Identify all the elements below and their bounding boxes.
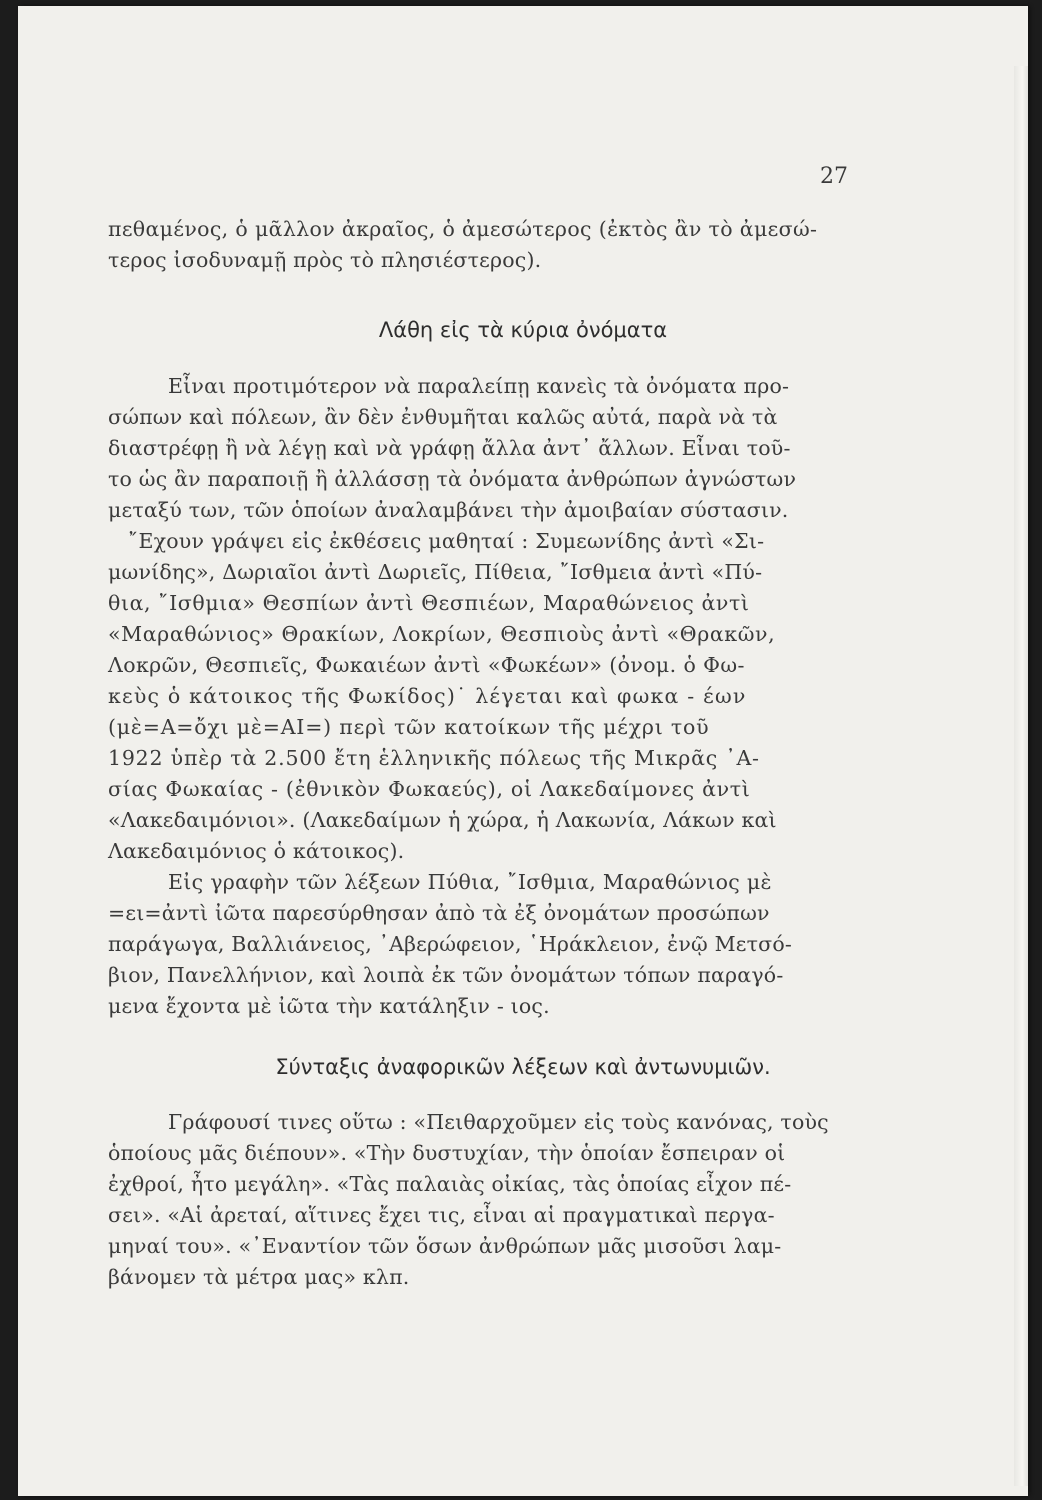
- text-line: μηναί του». «᾽Εναντίον τῶν ὅσων ἀνθρώπων μᾶς μισοῦσι λαμ-: [108, 1234, 782, 1258]
- page-number: 27: [820, 164, 848, 189]
- text-line: 1922 ὑπὲρ τὰ 2.500 ἔτη ἑλληνικῆς πόλεως τῆς Μικρᾶς ᾽Α-: [108, 746, 760, 770]
- text-line: μενα ἔχοντα μὲ ἰῶτα τὴν κατάληξιν - ιος.: [108, 994, 550, 1018]
- text-line: σώπων καὶ πόλεων, ἂν δὲν ἐνθυμῆται καλῶς αὐτά, παρὰ νὰ τὰ: [108, 405, 778, 429]
- text-line: (μὲ=Α=ὄχι μὲ=ΑΙ=) περὶ τῶν κατοίκων τῆς μέχρι τοῦ: [108, 715, 710, 739]
- book-page: [18, 6, 1028, 1496]
- text-line: Εἶναι προτιμότερον νὰ παραλείπῃ κανεὶς τὰ ὀνόματα προ-: [168, 374, 790, 398]
- text-line: «Λακεδαιμόνιοι». (Λακεδαίμων ἡ χώρα, ἡ Λακωνία, Λάκων καὶ: [108, 808, 777, 832]
- section-relative-pronouns-body: [108, 1107, 876, 1293]
- text-line: σίας Φωκαίας - (ἐθνικὸν Φωκαεύς), οἱ Λακεδαίμονες ἀντὶ: [108, 777, 751, 801]
- text-line: «Μαραθώνιος» Θρακίων, Λοκρίων, Θεσπιοὺς ἀντὶ «Θρακῶν,: [108, 622, 776, 646]
- text-line: πεθαμένος, ὁ μᾶλλον ἀκραῖος, ὁ ἀμεσώτερος (ἐκτὸς ἂν τὸ ἀμεσώ-: [108, 217, 818, 241]
- text-line: βάνομεν τὰ μέτρα μας» κλπ.: [108, 1265, 410, 1289]
- text-line: το ὡς ἂν παραποιῇ ἢ ἀλλάσσῃ τὰ ὀνόματα ἀνθρώπων ἀγνώστων: [108, 467, 797, 491]
- text-line: Εἰς γραφὴν τῶν λέξεων Πύθια, ῎Ισθμια, Μαραθώνιος μὲ: [168, 870, 772, 894]
- text-line: τερος ἰσοδυναμῇ πρὸς τὸ πλησιέστερος).: [108, 248, 542, 272]
- text-line: ὁποίους μᾶς διέπουν». «Τὴν δυστυχίαν, τὴν ὁποίαν ἔσπειραν οἱ: [108, 1141, 786, 1165]
- text-line: μεταξύ των, τῶν ὁποίων ἀναλαμβάνει τὴν ἀμοιβαίαν σύστασιν.: [108, 498, 789, 522]
- section-heading-relative-pronouns: Σύνταξις ἀναφορικῶν λέξεων καὶ ἀντωνυμιῶν.: [275, 1055, 771, 1079]
- text-line: =ει=ἀντὶ ἰῶτα παρεσύρθησαν ἀπὸ τὰ ἐξ ὀνομάτων προσώπων: [108, 901, 770, 925]
- text-line: βιον, Πανελλήνιον, καὶ λοιπὰ ἐκ τῶν ὀνομάτων τόπων παραγό-: [108, 963, 784, 987]
- text-line: ῎Εχουν γράψει εἰς ἐκθέσεις μαθηταί : Συμεωνίδης ἀντὶ «Σι-: [128, 529, 765, 553]
- text-line: ἐχθροί, ἦτο μεγάλη». «Τὰς παλαιὰς οἰκίας, τὰς ὁποίας εἶχον πέ-: [108, 1172, 792, 1196]
- section-proper-names-body: [108, 371, 876, 1022]
- intro-paragraph: [108, 214, 876, 276]
- text-line: σει». «Αἱ ἀρεταί, αἵτινες ἔχει τις, εἶναι αἱ πραγματικαὶ περγα-: [108, 1203, 775, 1227]
- section-heading-proper-names: Λάθη εἰς τὰ κύρια ὀνόματα: [378, 318, 668, 342]
- text-line: παράγωγα, Βαλλιάνειος, ᾽Αβερώφειον, ῾Ηράκλειον, ἐνῷ Μετσό-: [108, 932, 793, 956]
- page-edge: [1014, 66, 1028, 1486]
- text-line: Γράφουσί τινες οὕτω : «Πειθαρχοῦμεν εἰς τοὺς κανόνας, τοὺς: [168, 1110, 829, 1134]
- text-line: διαστρέφῃ ἢ νὰ λέγῃ καὶ νὰ γράφῃ ἄλλα ἀντ᾽ ἄλλων. Εἶναι τοῦ-: [108, 436, 791, 460]
- text-line: μωνίδης», Δωριαῖοι ἀντὶ Δωριεῖς, Πίθεια, ῎Ισθμεια ἀντὶ «Πύ-: [108, 560, 763, 584]
- text-line: θια, ῎Ισθμια» Θεσπίων ἀντὶ Θεσπιέων, Μαραθώνειος ἀντὶ: [108, 591, 750, 615]
- text-line: Λακεδαιμόνιος ὁ κάτοικος).: [108, 839, 405, 863]
- text-line: κεὺς ὁ κάτοικος τῆς Φωκίδος)˙ λέγεται καὶ φωκα - έων: [108, 684, 747, 708]
- text-line: Λοκρῶν, Θεσπιεῖς, Φωκαιέων ἀντὶ «Φωκέων» (ὀνομ. ὁ Φω-: [108, 653, 745, 677]
